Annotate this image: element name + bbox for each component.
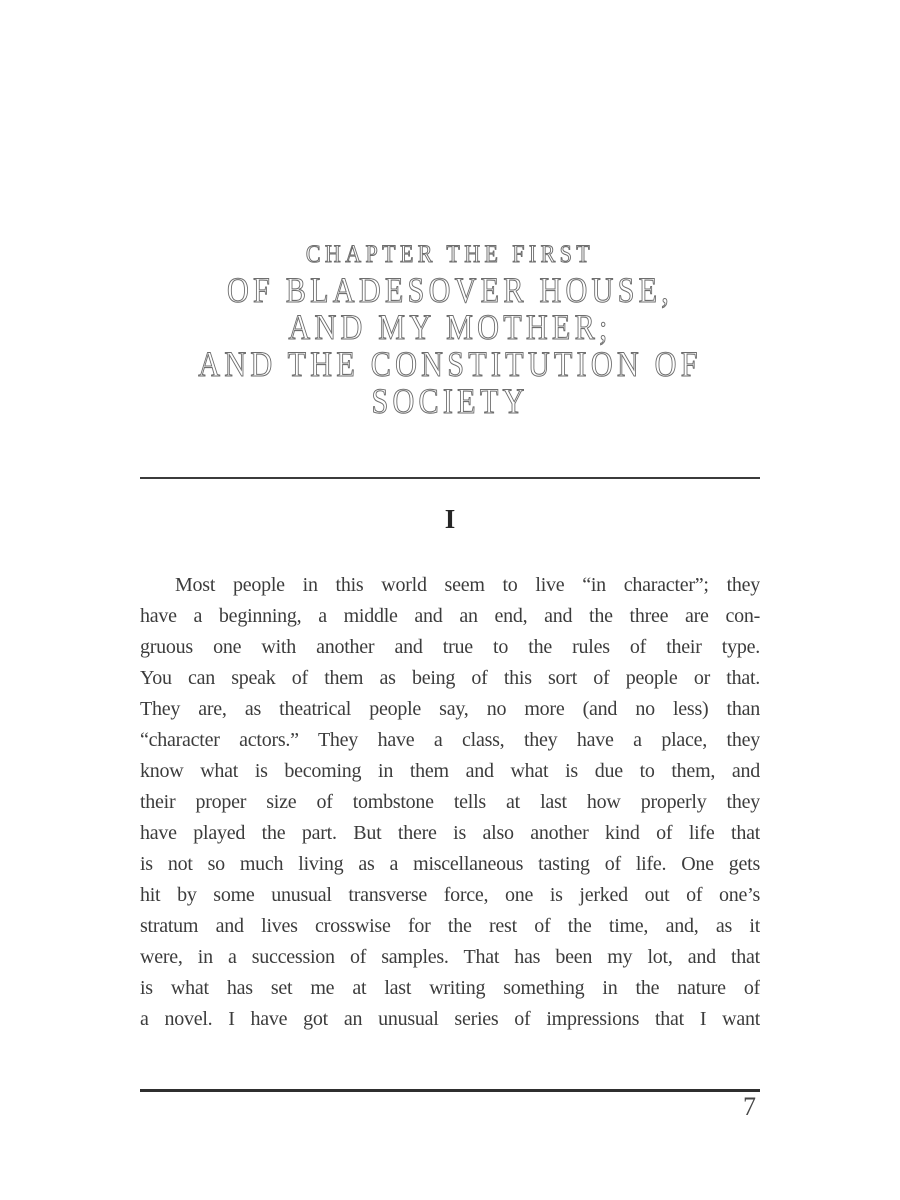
body-line: They are, as theatrical people say, no more (and no less) than (140, 698, 760, 720)
body-line: You can speak of them as being of this sort of people or that. (140, 667, 760, 689)
chapter-title-line: AND THE CONSTITUTION OF (198, 344, 702, 384)
chapter-heading (140, 238, 760, 420)
chapter-title-line: AND MY MOTHER; (288, 307, 612, 347)
body-line: have played the part. But there is also another kind of life that (140, 822, 760, 844)
page-number: 7 (743, 1092, 756, 1121)
body-line: Most people in this world seem to live “in character”; they (175, 574, 760, 596)
body-line: a novel. I have got an unusual series of impressions that I want (140, 1008, 760, 1030)
body-line: know what is becoming in them and what is due to them, and (140, 760, 760, 782)
body-line: is not so much living as a miscellaneous tasting of life. One gets (140, 853, 760, 875)
top-rule-divider (140, 477, 760, 479)
body-line: their proper size of tombstone tells at last how properly they (140, 791, 760, 813)
body-line: were, in a succession of samples. That has been my lot, and that (140, 946, 760, 968)
body-line: “character actors.” They have a class, they have a place, they (140, 729, 760, 751)
body-line: is what has set me at last writing something in the nature of (140, 977, 760, 999)
body-line: have a beginning, a middle and an end, and the three are con- (140, 605, 760, 627)
paragraph (140, 570, 760, 1035)
body-line: stratum and lives crosswise for the rest of the time, and, as it (140, 915, 760, 937)
body-line: hit by some unusual transverse force, one is jerked out of one’s (140, 884, 760, 906)
section-number: I (444, 504, 456, 534)
body-line: gruous one with another and true to the rules of their type. (140, 636, 760, 658)
chapter-title-line: OF BLADESOVER HOUSE, (226, 270, 674, 310)
chapter-title-line: SOCIETY (371, 381, 529, 421)
chapter-kicker: CHAPTER THE FIRST (305, 241, 595, 268)
